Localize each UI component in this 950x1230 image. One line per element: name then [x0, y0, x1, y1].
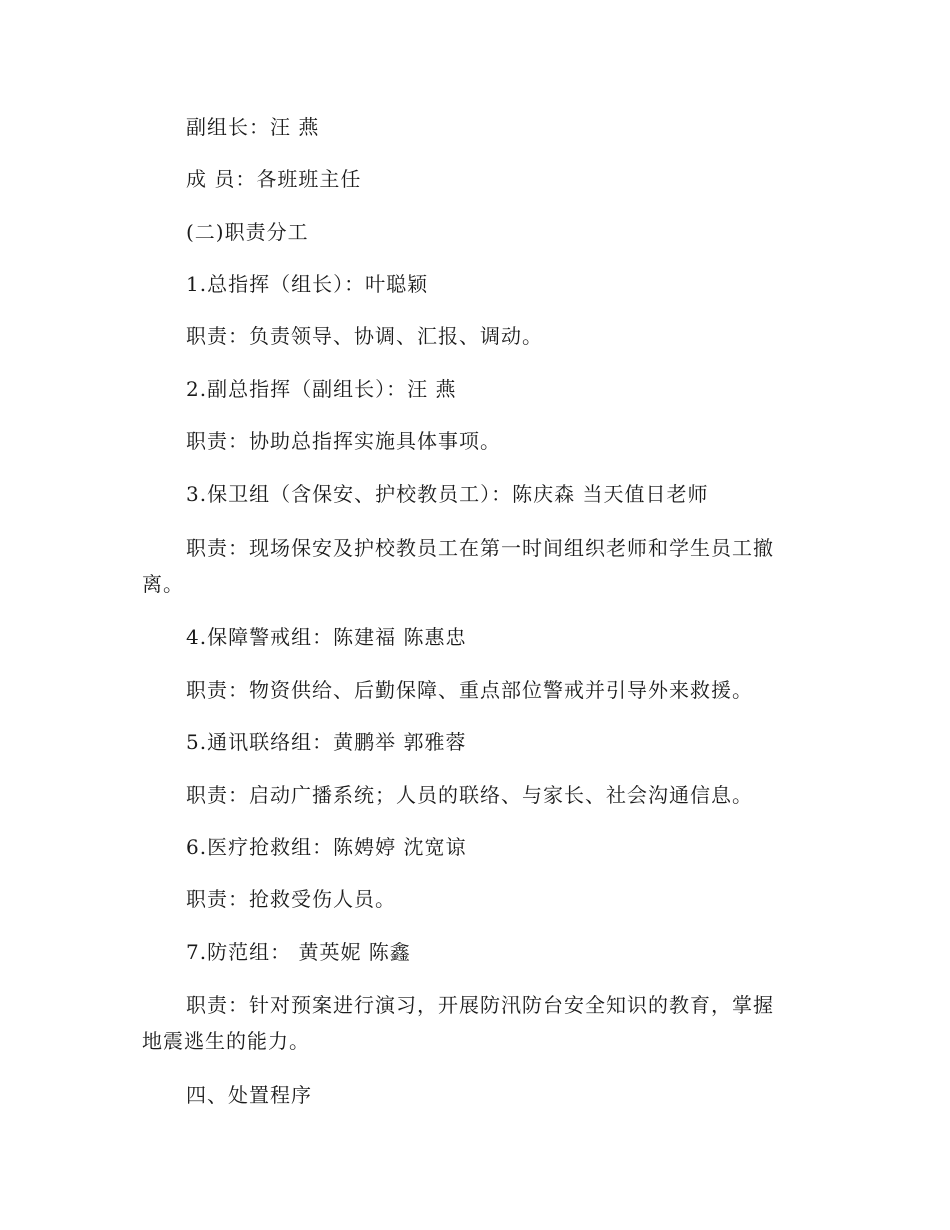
text-line: 职责：物资供给、后勤保障、重点部位警戒并引导外来救援。	[186, 678, 753, 702]
text-line: 职责：负责领导、协调、汇报、调动。	[186, 324, 543, 348]
text-line: 职责：协助总指挥实施具体事项。	[186, 429, 501, 453]
text-line: 成 员：各班班主任	[186, 167, 362, 191]
text-line: 7.防范组： 黄英妮 陈鑫	[186, 940, 411, 964]
section-heading: (二)职责分工	[186, 220, 309, 244]
text-line: 职责：现场保安及护校教员工在第一时间组织老师和学生员工撤	[186, 536, 774, 560]
text-line: 职责：启动广播系统；人员的联络、与家长、社会沟通信息。	[186, 783, 753, 807]
text-line: 职责：针对预案进行演习，开展防汛防台安全知识的教育，掌握	[186, 993, 774, 1017]
text-line: 4.保障警戒组：陈建福 陈惠忠	[186, 625, 467, 649]
text-line: 副组长：汪 燕	[186, 115, 320, 139]
text-line: 2.副总指挥（副组长）：汪 燕	[186, 377, 457, 401]
text-line: 1.总指挥（组长）：叶聪颖	[186, 272, 429, 296]
text-line-continuation: 地震逃生的能力。	[142, 1029, 310, 1053]
text-line: 5.通讯联络组：黄鹏举 郭雅蓉	[186, 730, 467, 754]
text-line: 职责：抢救受伤人员。	[186, 887, 396, 911]
text-line-continuation: 离。	[142, 572, 184, 596]
section-heading: 四、处置程序	[186, 1083, 312, 1107]
text-line: 3.保卫组（含保安、护校教员工）：陈庆森 当天值日老师	[186, 482, 709, 506]
text-line: 6.医疗抢救组：陈娉婷 沈宽谅	[186, 835, 467, 859]
